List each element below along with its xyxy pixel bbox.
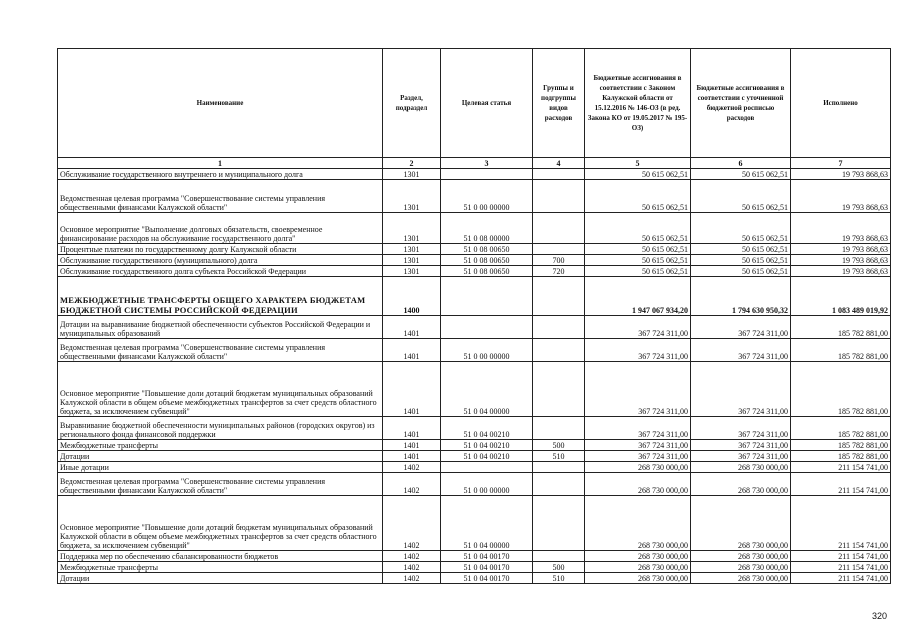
row-name: Поддержка мер по обеспечению сбалансированности бюджетов [58, 551, 383, 562]
row-revised-allocation: 268 730 000,00 [691, 496, 791, 551]
header-executed: Исполнено [791, 49, 891, 158]
table-row [58, 462, 891, 473]
table-row [58, 451, 891, 462]
row-name: Выравнивание бюджетной обеспеченности муниципальных районов (городских округов) из регионального фонда финансовой поддержки [58, 417, 383, 440]
row-name: МЕЖБЮДЖЕТНЫЕ ТРАНСФЕРТЫ ОБЩЕГО ХАРАКТЕРА БЮДЖЕТАМ БЮДЖЕТНОЙ СИСТЕМЫ РОССИЙСКОЙ ФЕДЕРАЦИИ [58, 277, 383, 316]
row-name: Дотации на выравнивание бюджетной обеспеченности субъектов Российской Федерации и муниципальных образований [58, 316, 383, 339]
row-executed: 19 793 868,63 [791, 255, 891, 266]
column-number: 4 [533, 158, 585, 169]
table-row [58, 496, 891, 551]
row-target-article: 51 0 08 00650 [441, 244, 533, 255]
row-name: Ведомственная целевая программа "Совершенствование системы управления общественными финансами Калужской области" [58, 339, 383, 362]
row-revised-allocation: 367 724 311,00 [691, 339, 791, 362]
row-name: Основное мероприятие "Повышение доли дотаций бюджетам муниципальных образований Калужской области в общем объеме межбюджетных трансфертов за счет средств областного бюджета, за исключением субвенций" [58, 496, 383, 551]
row-expense-group [533, 180, 585, 213]
row-law-allocation: 50 615 062,51 [585, 180, 691, 213]
row-target-article: 51 0 04 00170 [441, 573, 533, 584]
row-law-allocation: 367 724 311,00 [585, 451, 691, 462]
row-executed: 19 793 868,63 [791, 213, 891, 244]
table-row [58, 573, 891, 584]
row-revised-allocation: 367 724 311,00 [691, 316, 791, 339]
table-row [58, 362, 891, 417]
table-row [58, 316, 891, 339]
row-law-allocation: 50 615 062,51 [585, 169, 691, 180]
row-law-allocation: 367 724 311,00 [585, 417, 691, 440]
row-target-article: 51 0 08 00000 [441, 213, 533, 244]
row-name: Межбюджетные трансферты [58, 562, 383, 573]
row-expense-group [533, 362, 585, 417]
column-number: 5 [585, 158, 691, 169]
row-expense-group [533, 244, 585, 255]
row-name: Дотации [58, 573, 383, 584]
row-target-article: 51 0 04 00210 [441, 417, 533, 440]
row-expense-group [533, 169, 585, 180]
row-revised-allocation: 268 730 000,00 [691, 551, 791, 562]
row-executed: 211 154 741,00 [791, 496, 891, 551]
row-target-article [441, 277, 533, 316]
table-row [58, 339, 891, 362]
row-expense-group [533, 462, 585, 473]
column-number: 7 [791, 158, 891, 169]
row-revised-allocation: 50 615 062,51 [691, 213, 791, 244]
row-revised-allocation: 367 724 311,00 [691, 440, 791, 451]
row-expense-group [533, 417, 585, 440]
row-target-article: 51 0 00 00000 [441, 473, 533, 496]
row-target-article: 51 0 04 00210 [441, 451, 533, 462]
row-law-allocation: 268 730 000,00 [585, 496, 691, 551]
row-section-code: 1401 [383, 440, 441, 451]
row-revised-allocation: 268 730 000,00 [691, 473, 791, 496]
row-section-code: 1400 [383, 277, 441, 316]
row-name: Ведомственная целевая программа "Совершенствование системы управления общественными финансами Калужской области" [58, 180, 383, 213]
table-row [58, 417, 891, 440]
row-executed: 185 782 881,00 [791, 440, 891, 451]
row-revised-allocation: 50 615 062,51 [691, 244, 791, 255]
row-section-code: 1301 [383, 255, 441, 266]
table-row [58, 562, 891, 573]
row-target-article: 51 0 00 00000 [441, 180, 533, 213]
header-name: Наименование [58, 49, 383, 158]
row-law-allocation: 268 730 000,00 [585, 462, 691, 473]
table-row [58, 277, 891, 316]
row-executed: 211 154 741,00 [791, 562, 891, 573]
row-law-allocation: 367 724 311,00 [585, 440, 691, 451]
budget-table-sheet [57, 48, 891, 584]
row-revised-allocation: 268 730 000,00 [691, 562, 791, 573]
row-section-code: 1401 [383, 451, 441, 462]
row-expense-group [533, 339, 585, 362]
row-executed: 19 793 868,63 [791, 180, 891, 213]
row-section-code: 1401 [383, 417, 441, 440]
row-section-code: 1402 [383, 496, 441, 551]
table-row [58, 244, 891, 255]
row-revised-allocation: 268 730 000,00 [691, 462, 791, 473]
row-target-article: 51 0 04 00170 [441, 562, 533, 573]
row-name: Дотации [58, 451, 383, 462]
row-executed: 211 154 741,00 [791, 462, 891, 473]
row-executed: 211 154 741,00 [791, 551, 891, 562]
row-law-allocation: 367 724 311,00 [585, 362, 691, 417]
row-name: Ведомственная целевая программа "Совершенствование системы управления общественными финансами Калужской области" [58, 473, 383, 496]
row-section-code: 1401 [383, 339, 441, 362]
row-law-allocation: 367 724 311,00 [585, 316, 691, 339]
header-target-article: Целевая статья [441, 49, 533, 158]
row-expense-group [533, 316, 585, 339]
row-revised-allocation: 367 724 311,00 [691, 451, 791, 462]
row-law-allocation: 1 947 067 934,20 [585, 277, 691, 316]
row-section-code: 1402 [383, 573, 441, 584]
row-section-code: 1402 [383, 562, 441, 573]
row-executed: 19 793 868,63 [791, 169, 891, 180]
row-name: Основное мероприятие "Повышение доли дотаций бюджетам муниципальных образований Калужской области в общем объеме межбюджетных трансфертов за счет средств областного бюджета, за исключением субвенций" [58, 362, 383, 417]
row-law-allocation: 50 615 062,51 [585, 266, 691, 277]
row-law-allocation: 268 730 000,00 [585, 473, 691, 496]
row-law-allocation: 268 730 000,00 [585, 573, 691, 584]
row-name: Обслуживание государственного долга субъекта Российской Федерации [58, 266, 383, 277]
row-law-allocation: 50 615 062,51 [585, 244, 691, 255]
table-row [58, 169, 891, 180]
row-expense-group [533, 551, 585, 562]
row-section-code: 1301 [383, 180, 441, 213]
table-row [58, 473, 891, 496]
row-target-article: 51 0 08 00650 [441, 255, 533, 266]
row-revised-allocation: 1 794 630 950,32 [691, 277, 791, 316]
row-executed: 185 782 881,00 [791, 451, 891, 462]
row-revised-allocation: 50 615 062,51 [691, 266, 791, 277]
row-expense-group [533, 496, 585, 551]
row-expense-group: 500 [533, 562, 585, 573]
table-row [58, 266, 891, 277]
header-revised-allocations: Бюджетные ассигнования в соответствии с уточненной бюджетной росписью расходов [691, 49, 791, 158]
row-law-allocation: 268 730 000,00 [585, 551, 691, 562]
row-section-code: 1301 [383, 213, 441, 244]
row-revised-allocation: 268 730 000,00 [691, 573, 791, 584]
column-number: 2 [383, 158, 441, 169]
header-law-allocations: Бюджетные ассигнования в соответствии с Законом Калужской области от 15.12.2016 № 146-ОЗ (в ред. Закона КО от 19.05.2017 № 195-ОЗ) [585, 49, 691, 158]
row-section-code: 1301 [383, 244, 441, 255]
row-section-code: 1401 [383, 316, 441, 339]
row-law-allocation: 50 615 062,51 [585, 213, 691, 244]
row-expense-group: 500 [533, 440, 585, 451]
column-number: 1 [58, 158, 383, 169]
row-target-article [441, 316, 533, 339]
row-law-allocation: 268 730 000,00 [585, 562, 691, 573]
row-law-allocation: 367 724 311,00 [585, 339, 691, 362]
row-expense-group: 510 [533, 573, 585, 584]
row-expense-group: 510 [533, 451, 585, 462]
row-name: Межбюджетные трансферты [58, 440, 383, 451]
row-revised-allocation: 367 724 311,00 [691, 417, 791, 440]
row-target-article: 51 0 04 00000 [441, 362, 533, 417]
row-name: Обслуживание государственного (муниципального) долга [58, 255, 383, 266]
row-executed: 211 154 741,00 [791, 573, 891, 584]
row-target-article [441, 169, 533, 180]
table-row [58, 180, 891, 213]
row-executed: 211 154 741,00 [791, 473, 891, 496]
row-target-article: 51 0 04 00000 [441, 496, 533, 551]
row-target-article: 51 0 08 00650 [441, 266, 533, 277]
row-target-article: 51 0 00 00000 [441, 339, 533, 362]
row-target-article [441, 462, 533, 473]
row-expense-group [533, 473, 585, 496]
row-expense-group [533, 213, 585, 244]
row-target-article: 51 0 04 00170 [441, 551, 533, 562]
row-revised-allocation: 50 615 062,51 [691, 255, 791, 266]
row-section-code: 1402 [383, 551, 441, 562]
row-expense-group: 700 [533, 255, 585, 266]
table-row [58, 440, 891, 451]
row-name: Процентные платежи по государственному долгу Калужской области [58, 244, 383, 255]
row-section-code: 1301 [383, 266, 441, 277]
row-expense-group: 720 [533, 266, 585, 277]
row-revised-allocation: 50 615 062,51 [691, 169, 791, 180]
row-executed: 19 793 868,63 [791, 266, 891, 277]
row-name: Обслуживание государственного внутреннего и муниципального долга [58, 169, 383, 180]
row-section-code: 1402 [383, 462, 441, 473]
column-number-row [58, 158, 891, 169]
row-expense-group [533, 277, 585, 316]
row-law-allocation: 50 615 062,51 [585, 255, 691, 266]
row-executed: 185 782 881,00 [791, 362, 891, 417]
row-executed: 185 782 881,00 [791, 316, 891, 339]
row-executed: 19 793 868,63 [791, 244, 891, 255]
row-section-code: 1402 [383, 473, 441, 496]
page-number: 320 [872, 611, 888, 621]
row-section-code: 1401 [383, 362, 441, 417]
row-target-article: 51 0 04 00210 [441, 440, 533, 451]
table-row [58, 213, 891, 244]
row-name: Основное мероприятие "Выполнение долговых обязательств, своевременное финансирование расходов на обслуживание государственного долга" [58, 213, 383, 244]
row-executed: 1 083 489 019,92 [791, 277, 891, 316]
row-name: Иные дотации [58, 462, 383, 473]
column-number: 3 [441, 158, 533, 169]
row-revised-allocation: 50 615 062,51 [691, 180, 791, 213]
budget-execution-table [57, 48, 891, 584]
header-section: Раздел, подраздел [383, 49, 441, 158]
row-executed: 185 782 881,00 [791, 417, 891, 440]
row-executed: 185 782 881,00 [791, 339, 891, 362]
row-section-code: 1301 [383, 169, 441, 180]
column-number: 6 [691, 158, 791, 169]
table-row [58, 551, 891, 562]
row-revised-allocation: 367 724 311,00 [691, 362, 791, 417]
header-expense-groups: Группы и подгруппы видов расходов [533, 49, 585, 158]
header-row [58, 49, 891, 158]
table-row [58, 255, 891, 266]
